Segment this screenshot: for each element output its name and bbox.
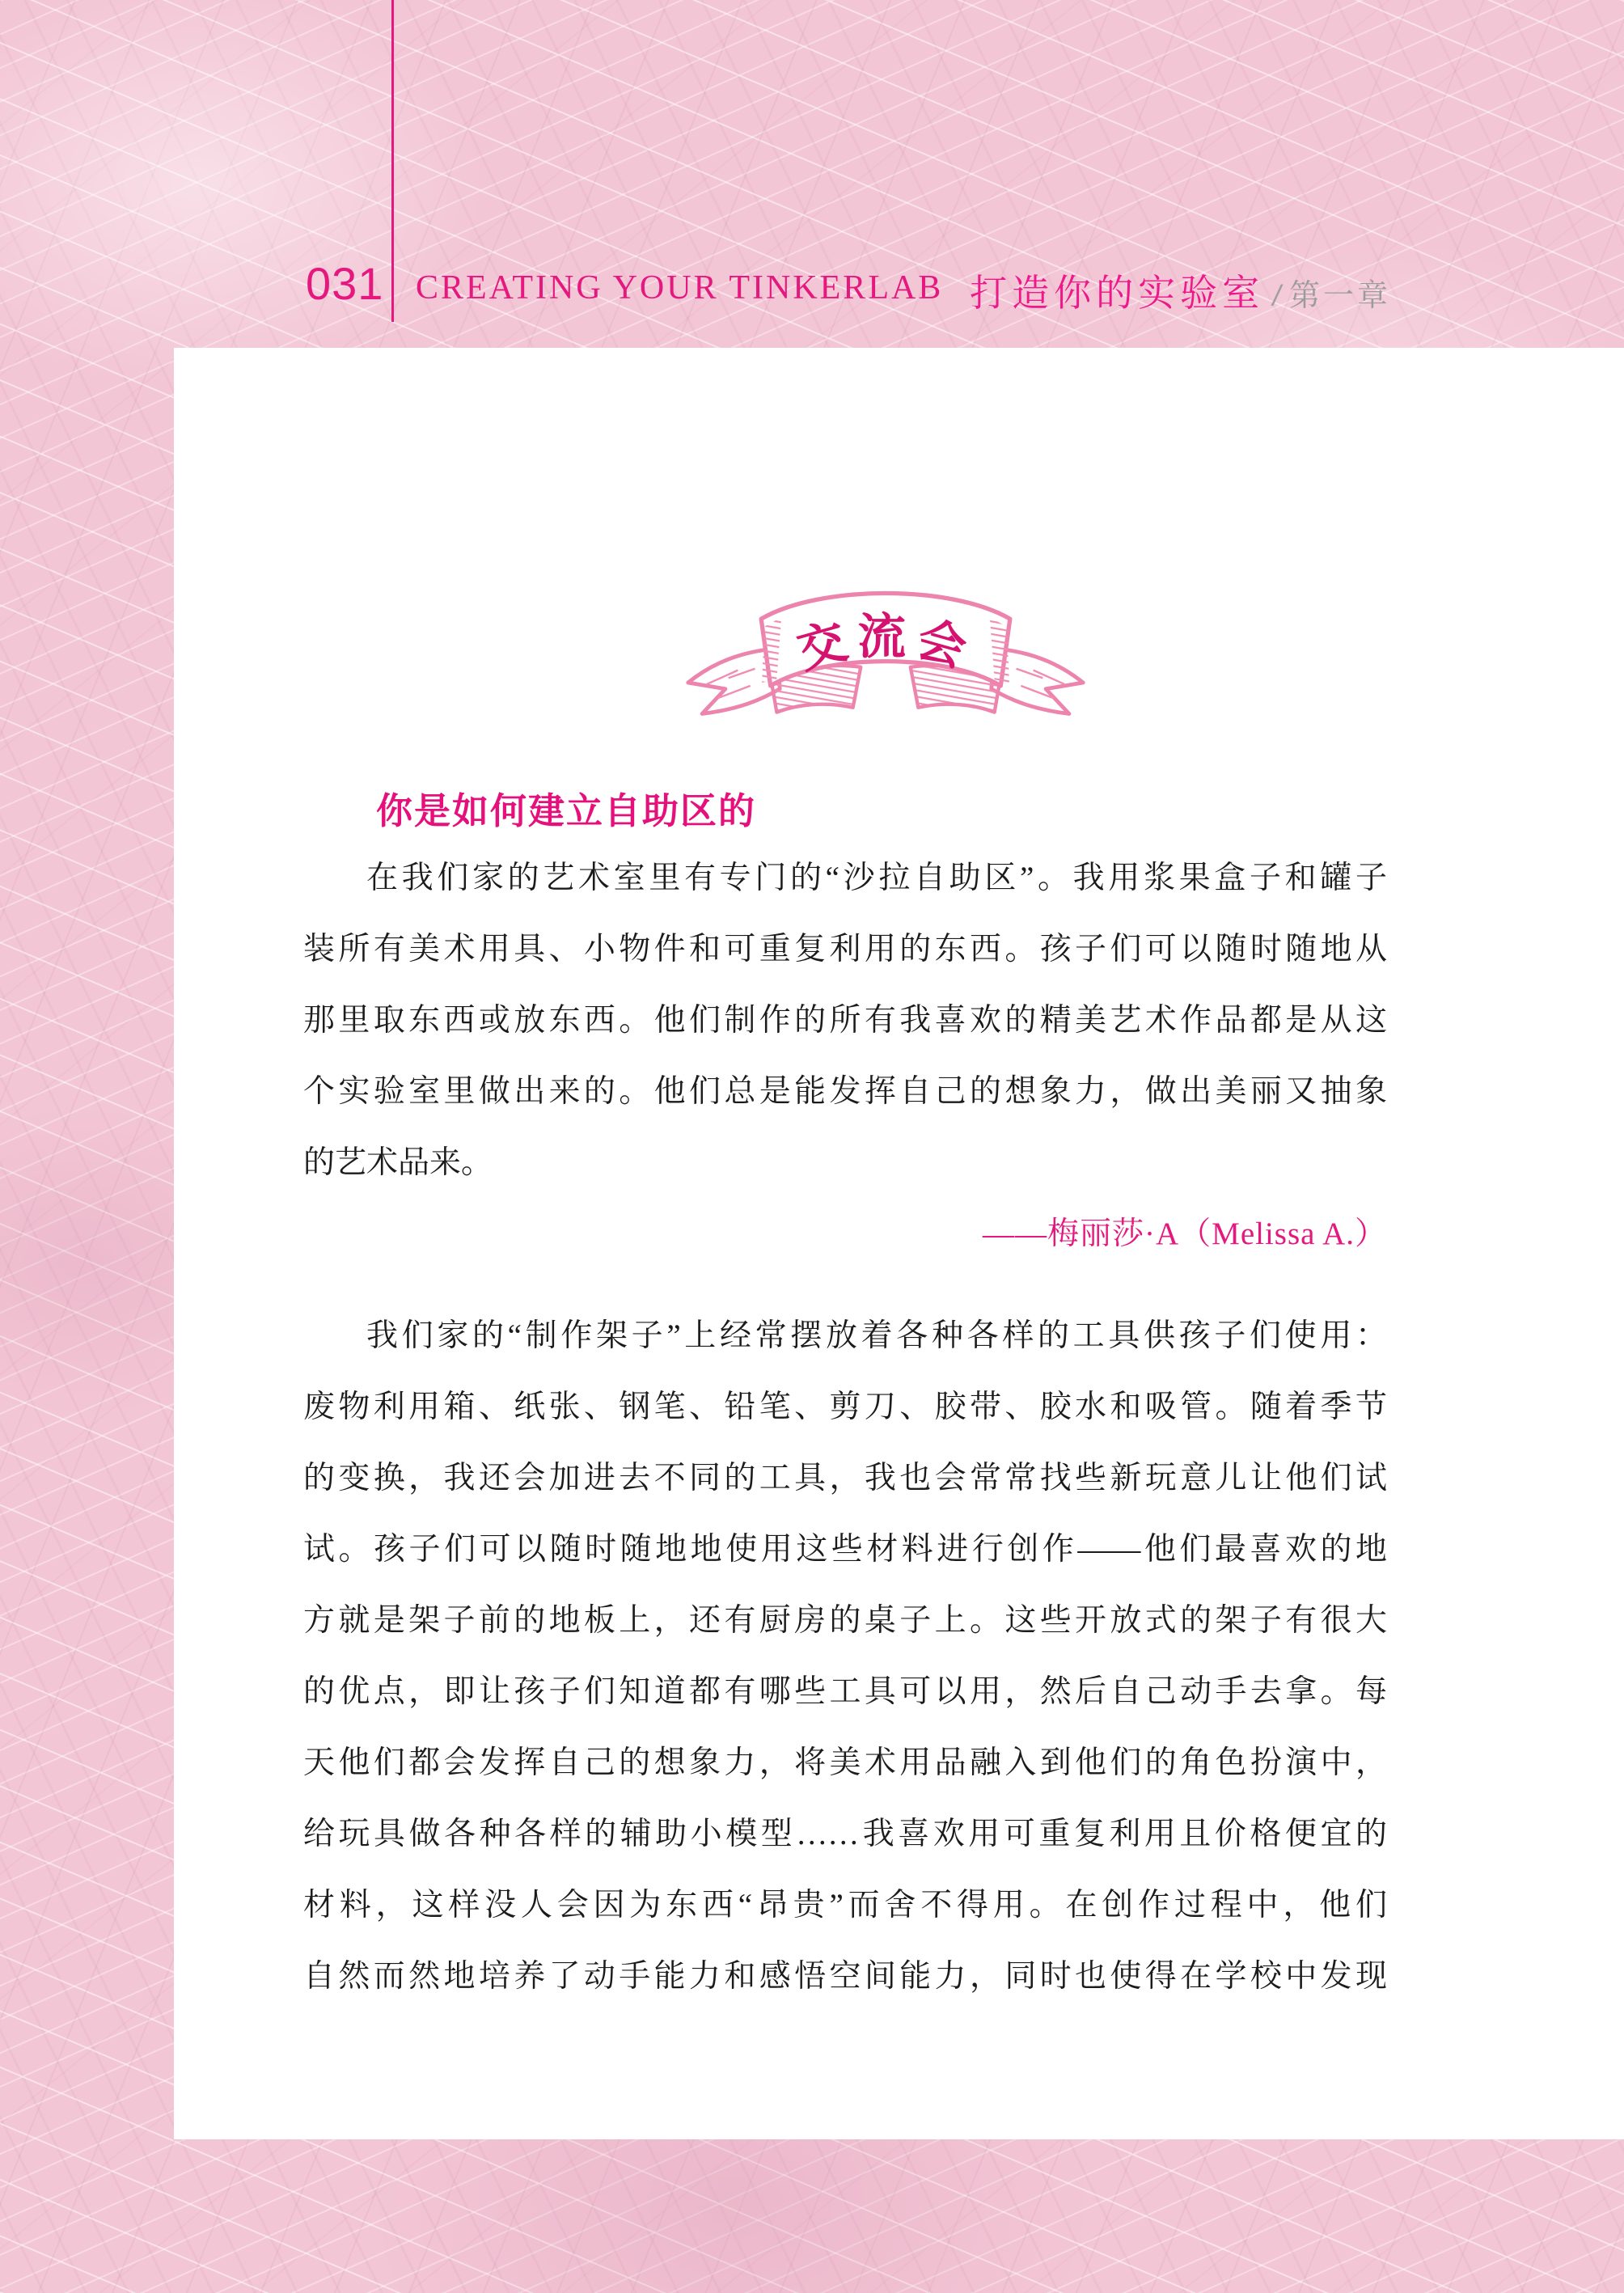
text-line: 的变换，我还会加进去不同的工具，我也会常常找些新玩意儿让他们试 [303, 1461, 1387, 1496]
text-line: 自然而然地培养了动手能力和感悟空间能力，同时也使得在学校中发现 [303, 1959, 1387, 1994]
chapter-book-title: 打造你的实验室 [970, 272, 1265, 314]
quote-attribution: ——梅丽莎·A（Melissa A.） [983, 1216, 1387, 1251]
text-line: 天他们都会发挥自己的想象力，将美术用品融入到他们的角色扮演中， [303, 1745, 1387, 1780]
question-heading: 你是如何建立自助区的 [376, 790, 757, 831]
text-line: 给玩具做各种各样的辅助小模型……我喜欢用可重复利用且价格便宜的 [303, 1817, 1387, 1851]
text-line: 装所有美术用具、小物件和可重复利用的东西。孩子们可以随时随地从 [303, 932, 1387, 967]
page-number: 031 [306, 258, 384, 309]
text-line: 的优点，即让孩子们知道都有哪些工具可以用，然后自己动手去拿。每 [303, 1674, 1387, 1709]
text-line: 我们家的“制作架子”上经常摆放着各种各样的工具供孩子们使用： [366, 1318, 1387, 1353]
header-chapter-area [970, 264, 1391, 317]
text-line: 在我们家的艺术室里有专门的“沙拉自助区”。我用浆果盒子和罐子 [366, 861, 1387, 895]
body-paragraph [303, 1301, 1387, 2012]
header-divider-line [391, 0, 394, 322]
text-line: 试。孩子们可以随时随地地使用这些材料进行创作——他们最喜欢的地 [303, 1532, 1387, 1567]
chapter-separator: / [1272, 279, 1281, 312]
text-line: 方就是架子前的地板上，还有厨房的桌子上。这些开放式的架子有很大 [303, 1603, 1387, 1638]
ribbon-label-text [792, 611, 979, 679]
qa-answer-paragraph [303, 843, 1387, 1199]
text-line: 材料，这样没人会因为东西“昂贵”而舍不得用。在创作过程中，他们 [303, 1888, 1387, 1923]
text-line: 的艺术品来。 [303, 1145, 493, 1180]
book-title-english: CREATING YOUR TINKERLAB [416, 269, 944, 307]
text-line: 废物利用箱、纸张、钢笔、铅笔、剪刀、胶带、胶水和吸管。随着季节 [303, 1390, 1387, 1424]
ribbon-label: 交流会 [792, 610, 979, 679]
chapter-number-label: 第一章 [1288, 279, 1391, 313]
text-line: 个实验室里做出来的。他们总是能发挥自己的想象力，做出美丽又抽象 [303, 1074, 1387, 1109]
text-line: 那里取东西或放东西。他们制作的所有我喜欢的精美艺术作品都是从这 [303, 1003, 1387, 1038]
ribbon-banner-icon [683, 553, 1088, 733]
ribbon-banner [683, 553, 1088, 733]
